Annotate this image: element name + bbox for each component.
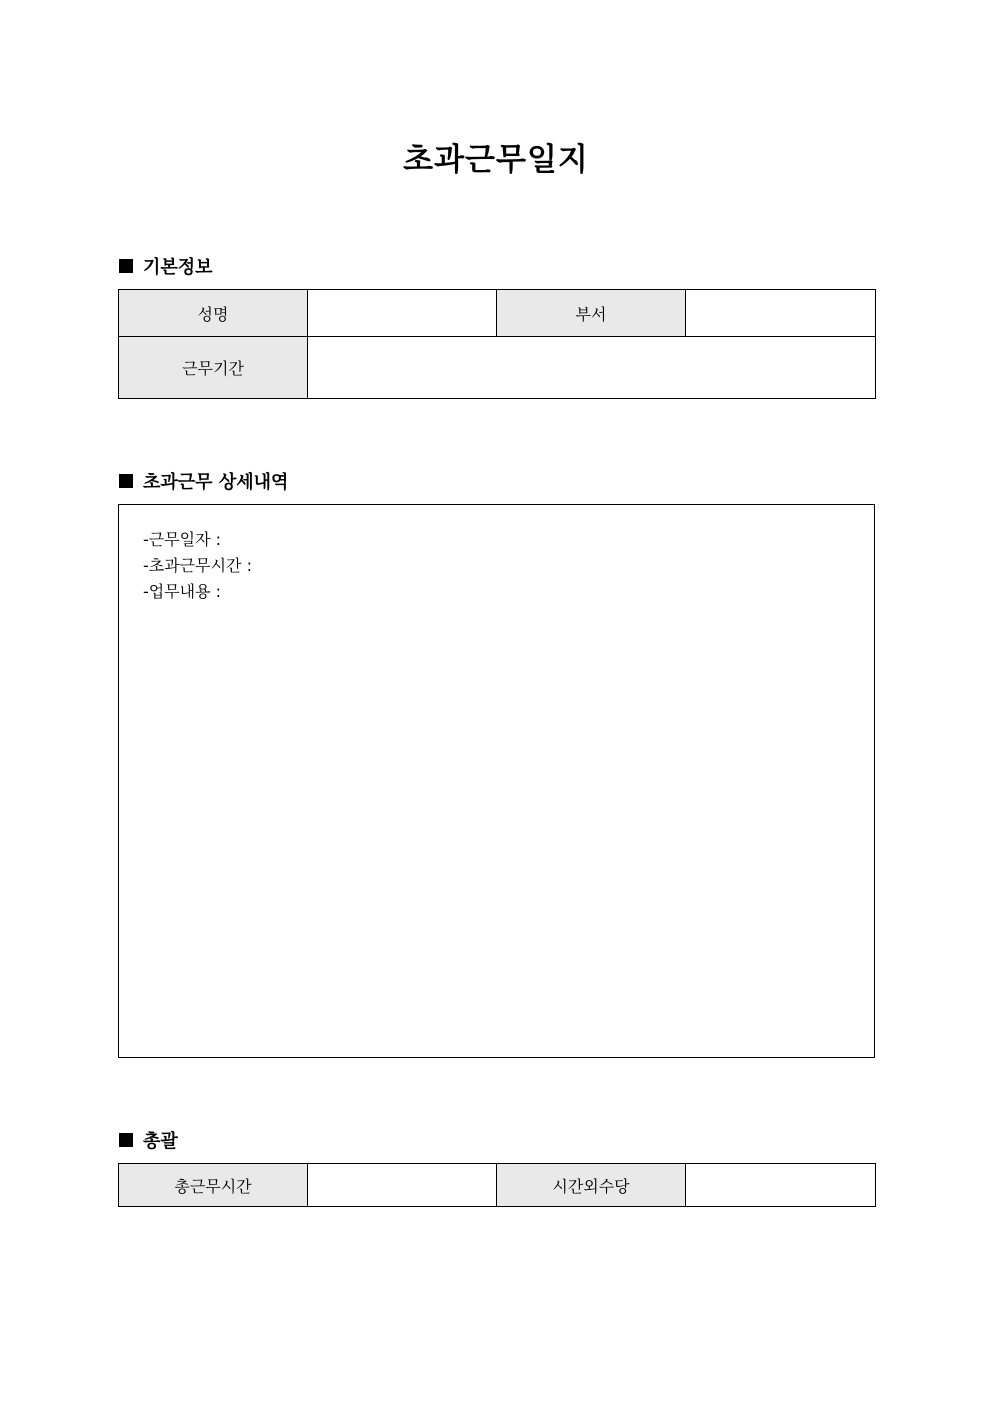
work-period-field[interactable] — [308, 337, 876, 399]
basic-info-heading — [119, 253, 213, 279]
department-field[interactable] — [686, 290, 876, 337]
details-heading-text: 초과근무 상세내역 — [143, 472, 289, 493]
table-row — [119, 290, 876, 337]
square-bullet-icon — [119, 259, 133, 273]
overtime-pay-field[interactable] — [686, 1164, 876, 1207]
work-date-line: -근무일자 : — [143, 530, 222, 549]
summary-heading — [119, 1127, 178, 1153]
work-period-label: 근무기간 — [119, 337, 308, 399]
department-label: 부서 — [497, 290, 686, 337]
basic-info-table — [118, 289, 876, 399]
summary-table — [118, 1163, 876, 1207]
total-hours-field[interactable] — [308, 1164, 497, 1207]
work-content-line: -업무내용 : — [143, 582, 222, 601]
total-hours-label: 총근무시간 — [119, 1164, 308, 1207]
details-heading — [119, 468, 288, 494]
name-label: 성명 — [119, 290, 308, 337]
table-row — [119, 337, 876, 399]
basic-info-heading-text: 기본정보 — [143, 257, 213, 278]
summary-heading-text: 총괄 — [143, 1131, 178, 1152]
table-row — [119, 1164, 876, 1207]
overtime-details-box[interactable] — [118, 504, 875, 1058]
square-bullet-icon — [119, 474, 133, 488]
name-field[interactable] — [308, 290, 497, 337]
overtime-pay-label: 시간외수당 — [497, 1164, 686, 1207]
square-bullet-icon — [119, 1133, 133, 1147]
document-title: 초과근무일지 — [403, 142, 589, 178]
overtime-hours-line: -초과근무시간 : — [143, 556, 252, 575]
